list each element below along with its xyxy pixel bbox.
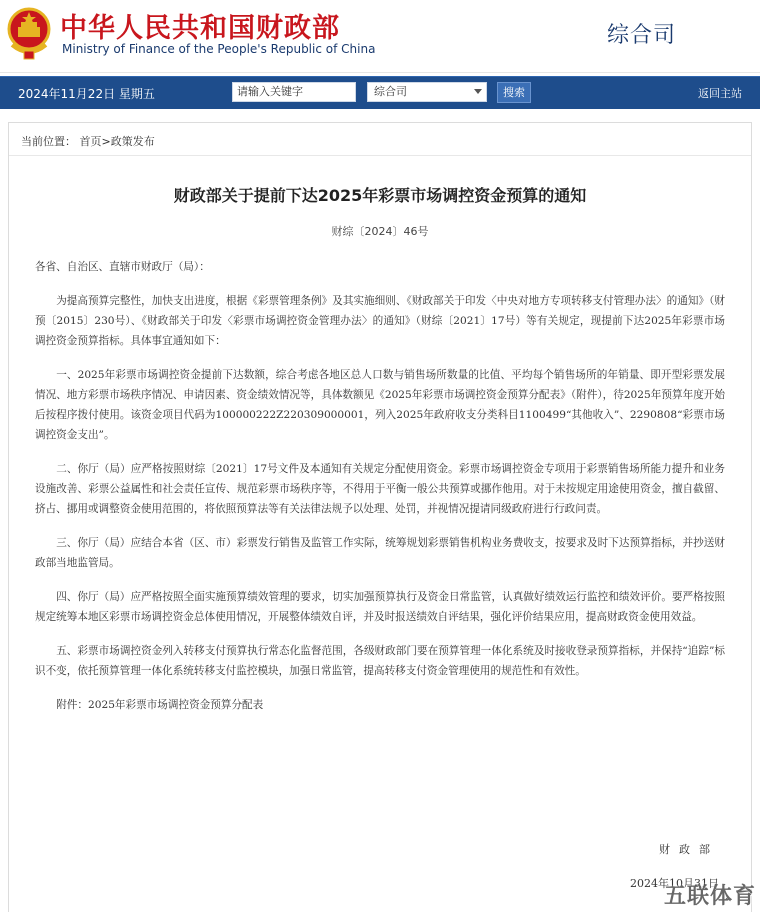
- paragraph: 为提高预算完整性，加快支出进度，根据《彩票管理条例》及其实施细则、《财政部关于印发〈中央对地方专项转移支付管理办法〉的通知》（财预〔2015〕230号）、《财政部关于印发〈彩票市场调控资金管理办法〉的通知》（财综〔2021〕17号）等有关规定，现提前下达2025年彩票市场调控资金预算指标。具体事宜通知如下：: [35, 295, 725, 347]
- document-number: 财综〔2024〕46号: [331, 225, 429, 238]
- search-input[interactable]: 请输入关键字: [232, 82, 356, 102]
- site-title-en: Ministry of Finance of the People's Republic of China: [62, 42, 376, 56]
- search-button[interactable]: 搜索: [497, 82, 531, 103]
- paragraph: 四、你厅（局）应严格按照全面实施预算绩效管理的要求，切实加强预算执行及资金日常监管，认真做好绩效运行监控和绩效评价。要严格按照规定统筹本地区彩票市场调控资金总体使用情况，开展整体绩效自评，并及时报送绩效自评结果，强化评价结果应用，提高财政资金使用效益。: [35, 591, 725, 623]
- sign-date: 2024年10月31日: [630, 877, 719, 890]
- chevron-down-icon: [474, 89, 482, 94]
- department-name: 综合司: [606, 23, 676, 48]
- paragraph: 二、你厅（局）应严格按照财综〔2021〕17号文件及本通知有关规定分配使用资金。彩票市场调控资金专项用于彩票销售场所能力提升和业务设施改善、彩票公益属性和社会责任宣传、规范彩票市场秩序等，不得用于平衡一般公共预算或挪作他用。对于未按规定用途使用资金，擅自截留、挤占、挪用或调整资金使用范围的，将依照预算法等有关法律法规予以处理、处罚，并视情况提请同级政府进行行政问责。: [35, 463, 725, 515]
- paragraph: 三、你厅（局）应结合本省（区、市）彩票发行销售及监管工作实际，统筹规划彩票销售机构业务费收支，按要求及时下达预算指标，并抄送财政部当地监管局。: [35, 537, 725, 569]
- article-body: [35, 257, 725, 729]
- site-title[interactable]: 中华人民共和国财政部: [60, 13, 340, 44]
- national-emblem-icon: [6, 5, 52, 61]
- paragraph: 一、2025年彩票市场调控资金提前下达数额，综合考虑各地区总人口数与销售场所数量的比值、平均每个销售场所的年销量、即开型彩票发展情况、地方彩票市场秩序情况、申请因素、资金绩效情况等，具体数额见《2025年彩票市场调控资金预算分配表》（附件），待2025年预算年度开始后按程序拨付使用。该资金项目代码为100000222Z220309000001，列入2025年政府收支分类科目1100499“其他收入”、2290808“彩票市场调控资金支出”。: [35, 369, 725, 441]
- return-home-link[interactable]: 返回主站: [698, 87, 742, 100]
- article-title: 财政部关于提前下达2025年彩票市场调控资金预算的通知: [173, 186, 587, 205]
- nav-bar: [0, 76, 760, 109]
- article-panel: [8, 122, 752, 912]
- paragraph: 五、彩票市场调控资金列入转移支付预算执行常态化监督范围，各级财政部门要在预算管理一体化系统及时接收登录预算指标，并保持“追踪”标识不变，依托预算管理一体化系统转移支付监控模块，加强日常监管，提高转移支付资金管理使用的规范性和有效性。: [35, 645, 725, 677]
- current-date: 2024年11月22日 星期五: [18, 87, 155, 101]
- watermark-logo: 五联体育: [663, 884, 756, 909]
- department-select[interactable]: [367, 82, 487, 102]
- breadcrumb[interactable]: 当前位置： 首页>政策发布: [21, 135, 155, 148]
- divider: [9, 155, 751, 156]
- salutation: 各省、自治区、直辖市财政厅（局）：: [35, 261, 210, 273]
- department-select-value: 综合司: [374, 85, 407, 98]
- site-header: [0, 0, 760, 73]
- attachment-note[interactable]: 附件：2025年彩票市场调控资金预算分配表: [56, 699, 264, 711]
- signature: 财政部: [659, 843, 719, 856]
